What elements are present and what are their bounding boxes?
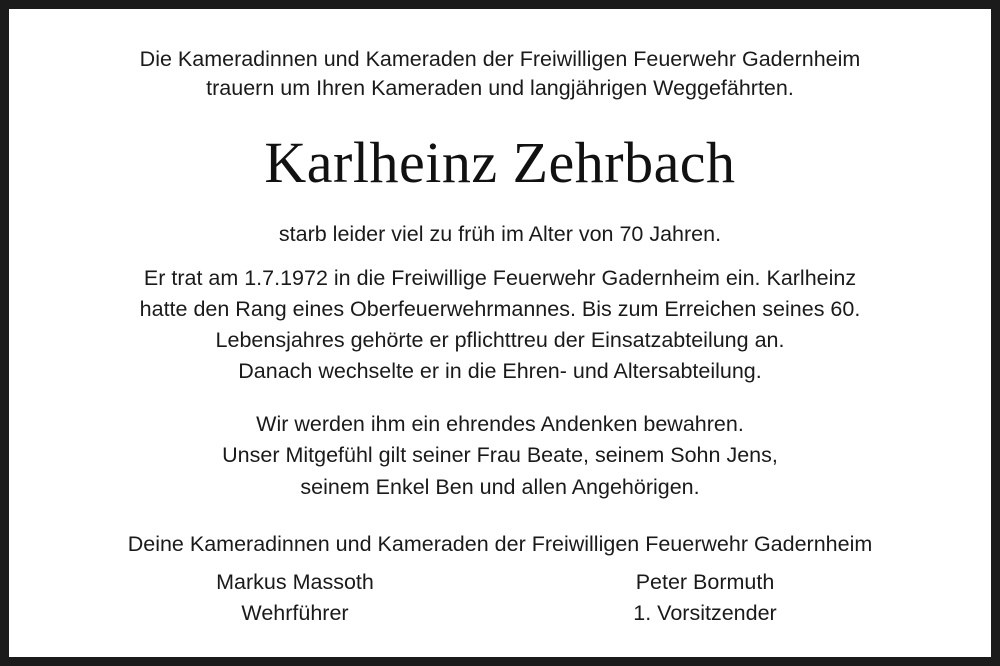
age-statement: starb leider viel zu früh im Alter von 70 Jahren. [278, 221, 722, 246]
notice-content [9, 9, 991, 657]
signature-right-name: Peter Bormuth [635, 569, 775, 594]
biography-text [140, 263, 861, 388]
biography-line-4: Danach wechselte er in die Ehren- und Altersabteilung. [238, 359, 762, 384]
signature-right-role: 1. Vorsitzender [633, 601, 777, 626]
intro-line-1: Die Kameradinnen und Kameraden der Freiwilligen Feuerwehr Gadernheim [139, 47, 861, 71]
memory-line-2: Unser Mitgefühl gilt seiner Frau Beate, seinem Sohn Jens, [222, 443, 778, 468]
memory-line-3: seinem Enkel Ben und allen Angehörigen. [300, 474, 700, 499]
memory-text [222, 409, 778, 503]
intro-text [140, 45, 861, 104]
signature-left [90, 567, 500, 629]
memory-line-1: Wir werden ihm ein ehrendes Andenken bewahren. [256, 412, 744, 437]
signature-left-name: Markus Massoth [216, 569, 374, 594]
biography-line-2: hatte den Rang eines Oberfeuerwehrmannes. Bis zum Erreichen seines 60. [139, 296, 861, 321]
signoff-text: Deine Kameradinnen und Kameraden der Freiwilligen Feuerwehr Gadernheim [127, 531, 873, 556]
deceased-name: Karlheinz Zehrbach [264, 129, 736, 195]
signature-block [90, 567, 910, 629]
signature-left-role: Wehrführer [241, 601, 349, 626]
signature-right [500, 567, 910, 629]
biography-line-1: Er trat am 1.7.1972 in die Freiwillige Feuerwehr Gadernheim ein. Karlheinz [143, 265, 857, 290]
biography-line-3: Lebensjahres gehörte er pflichttreu der Einsatzabteilung an. [215, 327, 785, 352]
intro-line-2: trauern um Ihren Kameraden und langjährigen Weggefährten. [206, 76, 794, 101]
